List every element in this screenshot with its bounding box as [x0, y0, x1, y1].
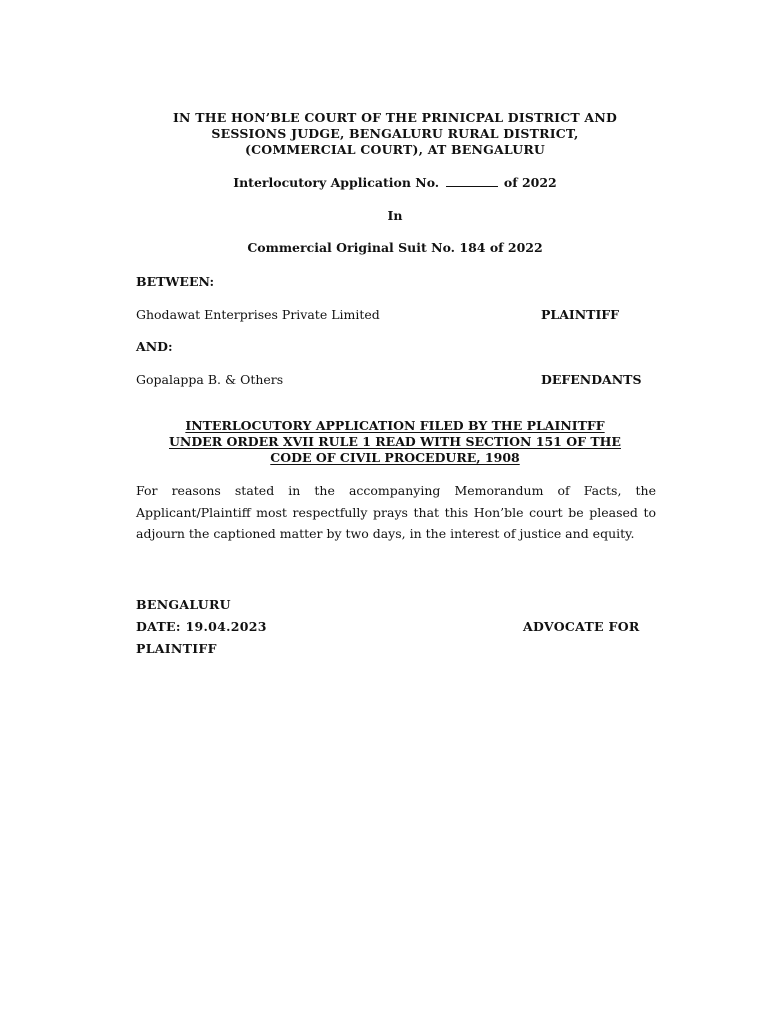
application-number-suffix: of 2022 [503, 175, 557, 190]
application-title-line-2 [120, 434, 670, 450]
plaintiff-role: PLAINTIFF [541, 307, 620, 322]
application-number-blank [446, 176, 498, 187]
application-title [120, 418, 670, 466]
between-label: BETWEEN: [136, 274, 215, 289]
prayer-paragraph: For reasons stated in the accompanying Memorandum of Facts, the Applicant/Plaintiff most respectfully prays that this Hon’ble court be pleased to adjourn the captioned matter by two days, in the interest of justice and equity. [136, 483, 656, 541]
signature-advocate-continued: PLAINTIFF [136, 641, 217, 656]
application-number-line [120, 175, 670, 191]
court-heading-line-1: IN THE HON’BLE COURT OF THE PRINICPAL DISTRICT AND [173, 110, 617, 125]
signature-date: DATE: 19.04.2023 [136, 619, 267, 634]
court-heading [120, 110, 670, 158]
plaintiff-name: Ghodawat Enterprises Private Limited [136, 307, 380, 322]
application-number-prefix: Interlocutory Application No. [233, 175, 440, 190]
application-title-line-1 [120, 418, 670, 434]
defendants-name: Gopalappa B. & Others [136, 372, 284, 387]
signature-advocate: ADVOCATE FOR [523, 619, 640, 634]
court-heading-line-2: SESSIONS JUDGE, BENGALURU RURAL DISTRICT, [211, 126, 579, 141]
defendants-role: DEFENDANTS [541, 372, 642, 387]
suit-number: Commercial Original Suit No. 184 of 2022 [247, 240, 543, 255]
in-label: In [387, 208, 403, 223]
application-title-text-3: CODE OF CIVIL PROCEDURE, 1908 [270, 450, 520, 465]
court-heading-line-3: (COMMERCIAL COURT), AT BENGALURU [244, 142, 546, 157]
and-label: AND: [136, 339, 173, 354]
application-title-text-2: UNDER ORDER XVII RULE 1 READ WITH SECTION 151 OF THE [169, 434, 621, 449]
application-title-text-1: INTERLOCUTORY APPLICATION FILED BY THE PLAINITFF [185, 418, 605, 433]
signature-place: BENGALURU [136, 597, 231, 612]
application-title-line-3 [120, 450, 670, 466]
